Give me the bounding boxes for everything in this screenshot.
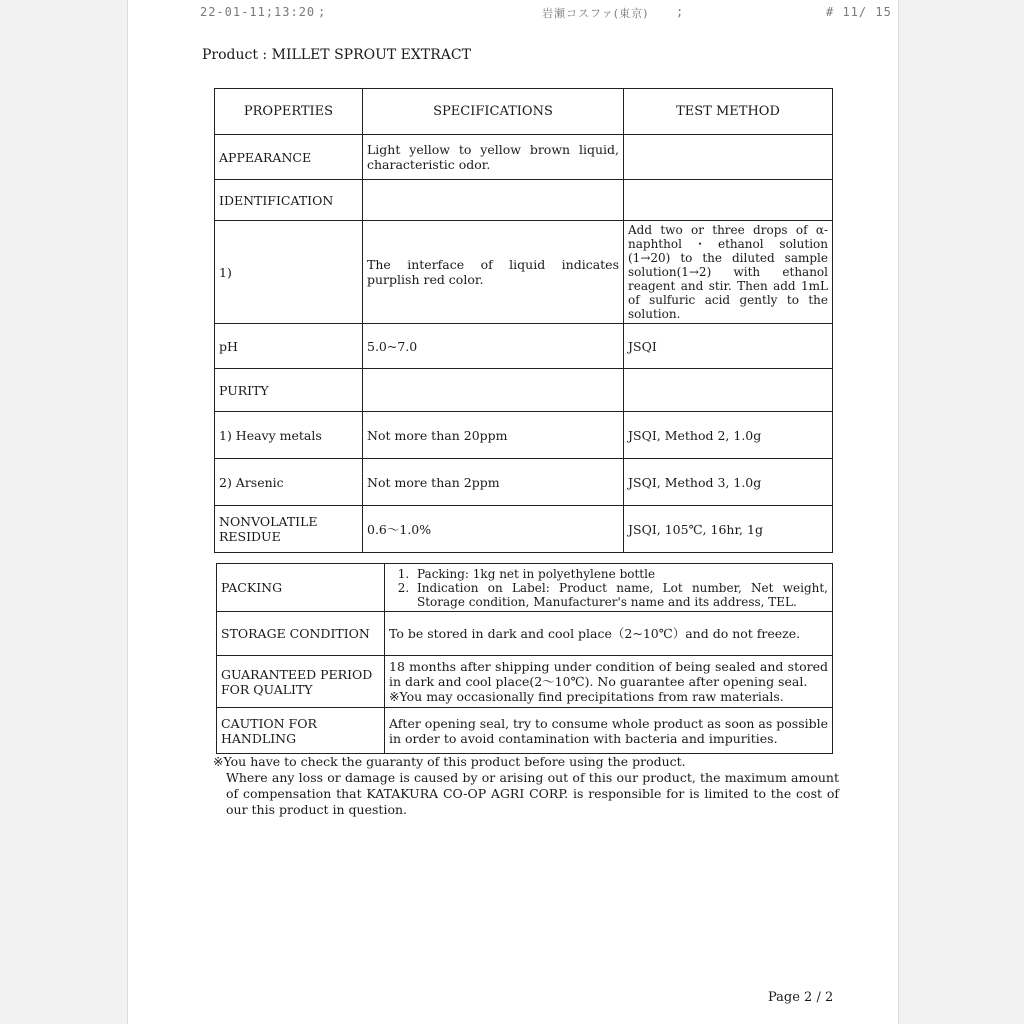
spec-cell: The interface of liquid indicates purplish red color.	[363, 221, 624, 324]
fax-separator: ;	[676, 5, 685, 19]
spec-cell	[363, 180, 624, 221]
table-row-guarantee	[217, 656, 833, 708]
spec-cell: Light yellow to yellow brown liquid, characteristic odor.	[363, 135, 624, 180]
table-row	[215, 506, 833, 553]
table-row	[215, 369, 833, 412]
disclaimer-notes	[213, 754, 839, 818]
method-cell	[624, 135, 833, 180]
method-cell	[624, 180, 833, 221]
table-row-caution	[217, 708, 833, 754]
property-cell: APPEARANCE	[215, 135, 363, 180]
product-title: Product : MILLET SPROUT EXTRACT	[202, 47, 471, 63]
liability-note: Where any loss or damage is caused by or arising out of this our product, the maximum amount of compensation that KATAKURA CO-OP AGRI CORP. is responsible for is limited to the cost of our this product in question.	[226, 770, 839, 817]
table-row	[215, 412, 833, 459]
table-row	[215, 459, 833, 506]
guaranty-note: ※You have to check the guaranty of this product before using the product.	[213, 754, 686, 769]
method-cell: JSQI, Method 3, 1.0g	[624, 459, 833, 506]
property-cell: pH	[215, 324, 363, 369]
packing-label: PACKING	[217, 564, 385, 612]
table-row-storage	[217, 612, 833, 656]
table-row	[215, 221, 833, 324]
fax-datetime: 22-01-11;13:20	[200, 5, 316, 19]
packing-storage-table	[216, 563, 833, 754]
fax-separator: ;	[318, 5, 327, 19]
guarantee-details	[385, 656, 833, 708]
spec-cell: 5.0~7.0	[363, 324, 624, 369]
property-cell: 2) Arsenic	[215, 459, 363, 506]
method-cell: JSQI	[624, 324, 833, 369]
table-header-row	[215, 89, 833, 135]
property-cell: PURITY	[215, 369, 363, 412]
method-cell: JSQI, Method 2, 1.0g	[624, 412, 833, 459]
packing-item: 1. Packing: 1kg net in polyethylene bottle	[413, 567, 828, 581]
table-row	[215, 180, 833, 221]
caution-text: After opening seal, try to consume whole product as soon as possible in order to avoid contamination with bacteria and impurities.	[385, 708, 833, 754]
guarantee-text: 18 months after shipping under condition of being sealed and stored in dark and cool place(2～10℃). No guarantee after opening seal.	[389, 659, 828, 689]
method-cell: JSQI, 105℃, 16hr, 1g	[624, 506, 833, 553]
label-indication-item: 2. Indication on Label: Product name, Lot number, Net weight, Storage condition, Manufacturer's name and its address, TEL.	[413, 581, 828, 609]
property-cell: 1) Heavy metals	[215, 412, 363, 459]
page-number: Page 2 / 2	[768, 990, 834, 1005]
method-cell	[624, 369, 833, 412]
table-row	[215, 135, 833, 180]
guarantee-note: ※You may occasionally find precipitations from raw materials.	[389, 689, 784, 704]
spec-cell: Not more than 2ppm	[363, 459, 624, 506]
header-test-method: TEST METHOD	[624, 89, 833, 135]
caution-label: CAUTION FOR HANDLING	[217, 708, 385, 754]
spec-cell: 0.6～1.0%	[363, 506, 624, 553]
header-properties: PROPERTIES	[215, 89, 363, 135]
property-cell: IDENTIFICATION	[215, 180, 363, 221]
property-cell: NONVOLATILE RESIDUE	[215, 506, 363, 553]
packing-details	[385, 564, 833, 612]
method-cell: Add two or three drops of α-naphthol・ethanol solution (1→20) to the diluted sample solution(1→2) with ethanol reagent and stir. Then add 1mL of sulfuric acid gently to the solution.	[624, 221, 833, 324]
guarantee-label: GUARANTEED PERIOD FOR QUALITY	[217, 656, 385, 708]
fax-page-number: # 11/ 15	[826, 5, 892, 19]
header-specifications: SPECIFICATIONS	[363, 89, 624, 135]
table-row-packing	[217, 564, 833, 612]
storage-label: STORAGE CONDITION	[217, 612, 385, 656]
specification-table	[214, 88, 833, 553]
storage-text: To be stored in dark and cool place（2~10℃）and do not freeze.	[385, 612, 833, 656]
table-row	[215, 324, 833, 369]
fax-sender: 岩瀬コスファ(東京)	[542, 7, 649, 20]
spec-cell: Not more than 20ppm	[363, 412, 624, 459]
property-cell: 1)	[215, 221, 363, 324]
spec-cell	[363, 369, 624, 412]
